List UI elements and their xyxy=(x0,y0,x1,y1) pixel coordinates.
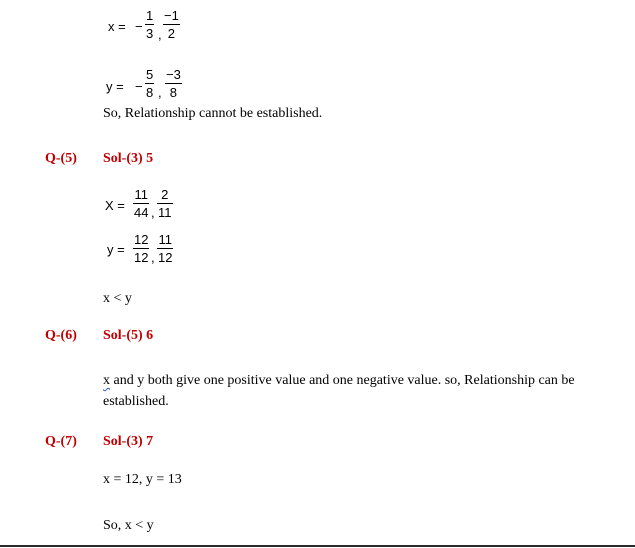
q5-y-fraction-1 xyxy=(133,233,149,264)
fraction-denominator: 3 xyxy=(146,26,154,41)
q5-x-lhs: X = xyxy=(105,198,125,213)
fraction-numerator: 1 xyxy=(146,8,154,23)
question-label-7: Q-(7) xyxy=(45,434,77,449)
fraction-numerator: 5 xyxy=(146,67,154,82)
fraction-numerator: −3 xyxy=(166,67,181,82)
fraction-numerator: 12 xyxy=(134,232,149,247)
fraction-denominator: 44 xyxy=(134,205,149,220)
q5-y-comma: , xyxy=(151,250,155,265)
solution-label-5: Sol-(3) 5 xyxy=(103,151,154,166)
fraction-denominator: 12 xyxy=(134,250,149,265)
solution-label-6: Sol-(5) 6 xyxy=(103,328,154,343)
q7-conclusion: So, x < y xyxy=(103,518,154,533)
fraction-denominator: 2 xyxy=(163,24,180,40)
fraction-denominator: 8 xyxy=(146,85,154,100)
page-bottom-divider xyxy=(0,545,635,547)
prev-y-comma: , xyxy=(158,85,162,100)
fraction-denominator: 12 xyxy=(158,250,173,265)
fraction-denominator: 8 xyxy=(165,83,182,99)
q6-explanation-line-2: established. xyxy=(103,394,169,409)
prev-x-fraction-1 xyxy=(145,9,154,40)
q5-x-fraction-1 xyxy=(133,188,149,219)
fraction-numerator: 11 xyxy=(158,232,172,247)
prev-y-lhs: y = xyxy=(106,79,124,94)
q5-y-fraction-2 xyxy=(157,233,173,264)
question-label-6: Q-(6) xyxy=(45,328,77,343)
prev-x-comma: , xyxy=(158,27,162,42)
q5-x-fraction-2 xyxy=(157,188,173,219)
fraction-numerator: −1 xyxy=(164,8,179,23)
q5-conclusion: x < y xyxy=(103,291,132,306)
question-label-5: Q-(5) xyxy=(45,151,77,166)
q6-explanation-line-1 xyxy=(103,374,575,388)
fraction-numerator: 11 xyxy=(134,187,148,202)
prev-x-lhs: x = xyxy=(108,19,126,34)
prev-y-neg-sign: − xyxy=(135,79,143,94)
solution-label-7: Sol-(3) 7 xyxy=(103,434,154,449)
prev-conclusion: So, Relationship cannot be established. xyxy=(103,106,323,121)
prev-x-neg-sign: − xyxy=(135,19,143,34)
fraction-numerator: 2 xyxy=(161,187,169,202)
prev-x-fraction-2 xyxy=(163,9,180,40)
q5-x-comma: , xyxy=(151,205,155,220)
q7-values: x = 12, y = 13 xyxy=(103,472,182,487)
prev-y-fraction-2 xyxy=(165,68,182,99)
spellcheck-word-x: x xyxy=(103,373,110,388)
q6-explanation-text: and y both give one positive value and one negative value. so, Relationship can be xyxy=(110,373,575,388)
fraction-denominator: 11 xyxy=(158,205,172,220)
prev-y-fraction-1 xyxy=(145,68,154,99)
q5-y-lhs: y = xyxy=(107,242,125,257)
